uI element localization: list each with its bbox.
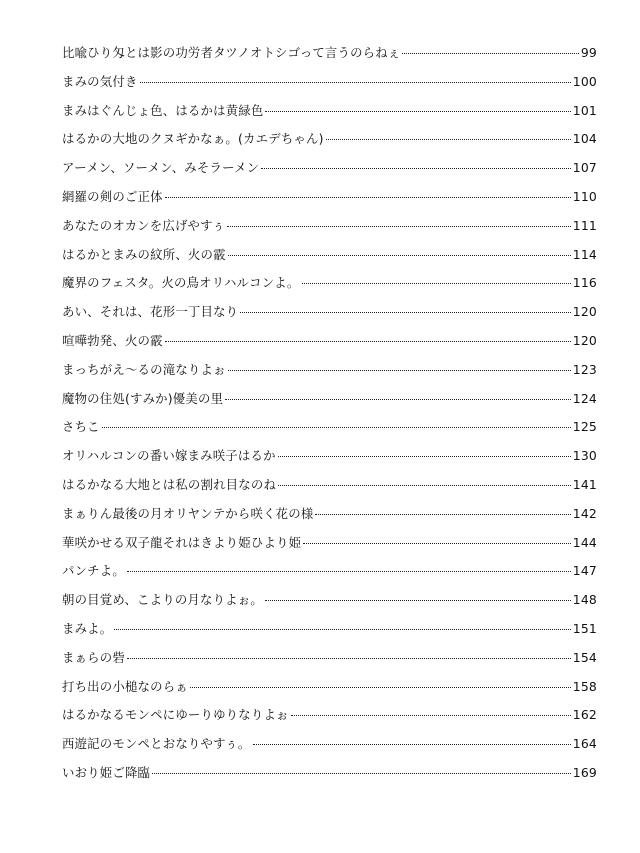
dot-leader — [240, 312, 570, 313]
toc-entry-title: まみはぐんじょ色、はるかは黄緑色 — [62, 102, 264, 118]
toc-entry[interactable] — [62, 417, 597, 446]
toc-entry[interactable] — [62, 446, 597, 475]
toc-entry-page: 99 — [580, 45, 597, 60]
toc-entry[interactable] — [62, 245, 597, 274]
toc-entry[interactable] — [62, 216, 597, 245]
toc-entry[interactable] — [62, 302, 597, 331]
toc-entry[interactable] — [62, 475, 597, 504]
toc-entry-page: 120 — [572, 304, 597, 320]
toc-entry[interactable] — [62, 705, 597, 734]
toc-entry-title: 朝の目覚め、こよりの月なりよぉ。 — [62, 592, 263, 608]
toc-entry[interactable] — [62, 187, 597, 216]
toc-entry[interactable] — [62, 734, 597, 763]
toc-entry-title: 比喩ひり匁とは影の功労者タツノオトシゴって言うのらねぇ — [62, 45, 401, 60]
table-of-contents — [62, 43, 597, 792]
toc-entry[interactable] — [62, 360, 597, 389]
dot-leader — [303, 543, 571, 544]
toc-entry-title: 西遊記のモンペとおなりやすぅ。 — [62, 736, 251, 752]
dot-leader — [127, 658, 571, 659]
toc-entry-page: 107 — [572, 160, 597, 176]
dot-leader — [152, 773, 571, 774]
toc-entry-page: 101 — [572, 102, 597, 118]
toc-entry[interactable] — [62, 677, 597, 706]
dot-leader — [140, 82, 571, 83]
toc-entry-page: 104 — [572, 131, 597, 147]
toc-entry-title: さちこ — [62, 419, 100, 435]
toc-entry-title: 華咲かせる双子龍それはきより姫ひより姫 — [62, 534, 302, 550]
toc-entry[interactable] — [62, 101, 597, 130]
toc-entry-title: いおり姫ご降臨 — [62, 764, 151, 780]
dot-leader — [225, 399, 571, 400]
dot-leader — [302, 283, 571, 284]
toc-entry-page: 162 — [572, 707, 597, 723]
toc-entry-page: 120 — [572, 332, 597, 348]
toc-entry[interactable] — [62, 273, 597, 302]
toc-entry-page: 169 — [572, 764, 597, 780]
toc-entry[interactable] — [62, 389, 597, 418]
toc-entry-title: はるかなる大地とは私の割れ目なのね — [62, 476, 277, 492]
dot-leader — [165, 197, 571, 198]
toc-entry-title: まぁりん最後の月オリヤンテから咲く花の様 — [62, 505, 314, 521]
dot-leader — [228, 255, 571, 256]
dot-leader — [165, 341, 571, 342]
toc-entry[interactable] — [62, 158, 597, 187]
dot-leader — [315, 514, 570, 515]
dot-leader — [402, 53, 578, 54]
toc-entry-page: 144 — [572, 534, 597, 550]
toc-entry-page: 164 — [572, 736, 597, 752]
toc-entry-page: 158 — [572, 678, 597, 694]
dot-leader — [127, 571, 571, 572]
toc-entry-title: まみよ。 — [62, 620, 113, 636]
toc-entry-title: はるかの大地のクヌギかなぁ。(カエデちゃん) — [62, 131, 324, 147]
toc-entry-page: 151 — [572, 620, 597, 636]
toc-entry-page: 154 — [572, 649, 597, 665]
toc-entry-page: 125 — [572, 419, 597, 435]
dot-leader — [265, 111, 570, 112]
toc-entry-page: 141 — [572, 476, 597, 492]
dot-leader — [265, 600, 571, 601]
dot-leader — [253, 744, 571, 745]
toc-entry[interactable] — [62, 648, 597, 677]
toc-entry-page: 114 — [572, 246, 597, 262]
dot-leader — [326, 139, 571, 140]
toc-entry[interactable] — [62, 533, 597, 562]
dot-leader — [261, 168, 571, 169]
toc-entry-title: 魔物の住処(すみか)優美の里 — [62, 390, 224, 406]
dot-leader — [190, 687, 571, 688]
dot-leader — [278, 456, 571, 457]
toc-entry-page: 147 — [572, 563, 597, 579]
dot-leader — [278, 485, 571, 486]
toc-entry-title: あい、それは、花形一丁目なり — [62, 304, 239, 320]
toc-entry-title: 網羅の剣のご正体 — [62, 188, 163, 204]
toc-entry-title: まみの気付き — [62, 73, 138, 89]
toc-entry-title: はるかなるモンペにゆーりゆりなりよぉ — [62, 707, 289, 723]
toc-entry-title: まぁらの砦 — [62, 649, 125, 665]
toc-entry-page: 110 — [572, 188, 597, 204]
toc-entry-title: はるかとまみの紋所、火の霰 — [62, 246, 226, 262]
dot-leader — [114, 629, 570, 630]
toc-entry-page: 142 — [572, 505, 597, 521]
dot-leader — [228, 370, 571, 371]
toc-entry[interactable] — [62, 129, 597, 158]
toc-entry-title: あなたのオカンを広げやすぅ — [62, 217, 225, 233]
toc-entry-title: 魔界のフェスタ。火の鳥オリハルコンよ。 — [62, 275, 300, 291]
toc-entry[interactable] — [62, 43, 597, 72]
toc-entry[interactable] — [62, 331, 597, 360]
toc-entry-title: アーメン、ソーメン、みそラーメン — [62, 160, 260, 176]
toc-entry-title: まっちがえ〜るの滝なりよぉ — [62, 361, 226, 377]
toc-entry-page: 148 — [572, 592, 597, 608]
toc-entry[interactable] — [62, 504, 597, 533]
toc-entry[interactable] — [62, 619, 597, 648]
toc-entry-page: 130 — [572, 448, 597, 464]
toc-entry-page: 124 — [572, 390, 597, 406]
toc-entry-title: 打ち出の小槌なのらぁ — [62, 678, 188, 694]
toc-entry-page: 111 — [572, 217, 597, 233]
dot-leader — [227, 226, 571, 227]
toc-entry[interactable] — [62, 590, 597, 619]
toc-entry-page: 116 — [572, 275, 597, 291]
toc-entry[interactable] — [62, 72, 597, 101]
toc-entry-page: 100 — [572, 73, 597, 89]
toc-entry-title: オリハルコンの番い嫁まみ咲子はるか — [62, 448, 276, 464]
dot-leader — [102, 427, 571, 428]
toc-entry-page: 123 — [572, 361, 597, 377]
toc-entry-title: パンチよ。 — [62, 563, 125, 579]
toc-entry[interactable] — [62, 763, 597, 792]
toc-entry[interactable] — [62, 561, 597, 590]
toc-entry-title: 喧嘩勃発、火の霰 — [62, 332, 163, 348]
dot-leader — [291, 715, 571, 716]
